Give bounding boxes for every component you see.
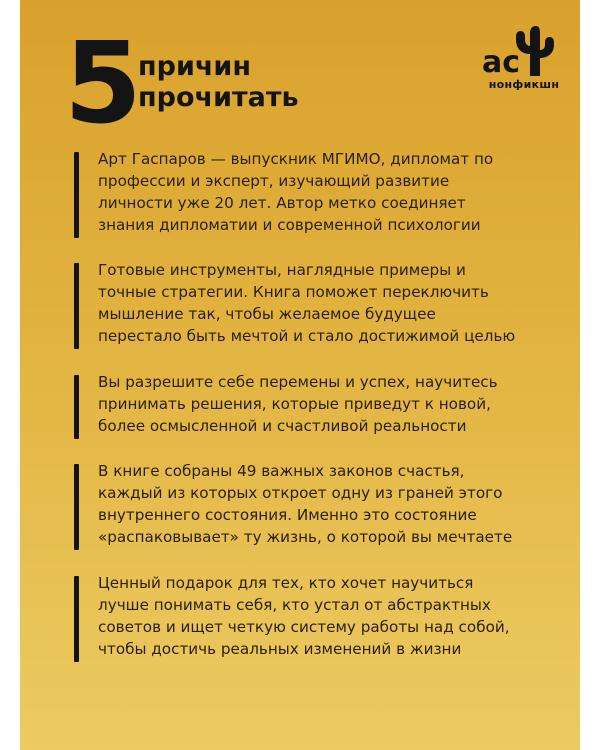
logo-letters: ас bbox=[482, 45, 521, 80]
reason-marker bbox=[74, 375, 79, 439]
cactus-icon bbox=[480, 22, 568, 80]
reason-text: Вы разрешите себе перемены и успех, научитесь принимать решения, которые приведут к новой, более осмысленной и счастливой реальности bbox=[98, 373, 498, 435]
publisher-logo bbox=[480, 22, 568, 94]
reason-marker bbox=[74, 576, 79, 662]
promo-card bbox=[20, 0, 580, 750]
reason-text: Ценный подарок для тех, кто хочет научиться лучше понимать себя, кто устал от абстрактных советов и ищет четкую систему работы над собой, чтобы достичь реальных изменений в жизни bbox=[98, 574, 510, 658]
headline-line-2: прочитать bbox=[138, 82, 299, 113]
reason-text: В книге собраны 49 важных законов счастья, каждый из которых откроет одну из граней этого внутреннего состояния. Именно это состояние «распаковывает» ту жизнь, о которой вы мечтаете bbox=[98, 462, 513, 546]
reason-marker bbox=[74, 263, 79, 349]
reason-marker bbox=[74, 464, 79, 550]
reasons-count: 5 bbox=[64, 19, 140, 149]
headline bbox=[138, 51, 299, 113]
headline-line-1: причин bbox=[138, 51, 252, 82]
logo-subtitle: нонфикшн bbox=[488, 78, 560, 91]
reason-text: Готовые инструменты, наглядные примеры и точные стратегии. Книга поможет переключить мышление так, чтобы желаемое будущее перестало быть мечтой и стало достижимой целью bbox=[98, 261, 516, 345]
reason-text: Арт Гаспаров — выпускник МГИМО, дипломат по профессии и эксперт, изучающий развитие личности уже 20 лет. Автор метко соединяет знания дипломатии и современной психологии bbox=[98, 150, 494, 234]
reason-marker bbox=[74, 152, 79, 238]
